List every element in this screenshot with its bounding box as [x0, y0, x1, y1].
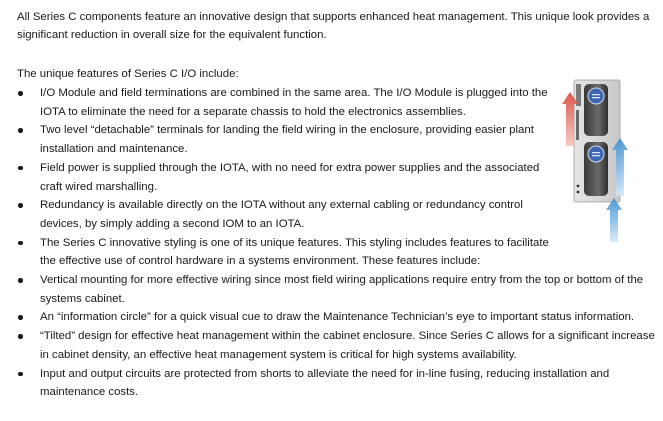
- list-item: An “information circle” for a quick visual cue to draw the Maintenance Technician’s eye to important status information.: [17, 308, 662, 327]
- bullet-icon: [18, 91, 23, 96]
- bullet-icon: [18, 166, 23, 171]
- bullet-icon: [18, 278, 23, 283]
- terminal-dot: [577, 191, 580, 194]
- list-item: Redundancy is available directly on the IOTA without any external cabling or redundancy control devices, by simply adding a second IOM to an IOTA.: [17, 196, 560, 233]
- bullet-icon: [18, 128, 23, 133]
- list-item: I/O Module and field terminations are combined in the same area. The I/O Module is plugged into the IOTA to eliminate the need for a separate chassis to hold the electronics assemblies.: [17, 84, 560, 121]
- list-item: The Series C innovative styling is one of its unique features. This styling includes features to facilitate the effective use of control hardware in a systems environment. These features include:: [17, 234, 560, 271]
- bullet-icon: [18, 203, 23, 208]
- list-item: Vertical mounting for more effective wiring since most field wiring applications require entry from the top or bottom of the systems cabinet.: [17, 271, 662, 308]
- cool-air-arrow-icon: [606, 198, 622, 242]
- list-item: Field power is supplied through the IOTA, with no need for extra power supplies and the associated craft wired marshalling.: [17, 159, 560, 196]
- bullet-icon: [18, 334, 23, 339]
- io-module-airflow-illustration: [560, 76, 632, 244]
- info-circle-icon: [588, 146, 604, 162]
- bullet-icon: [18, 372, 23, 377]
- list-item: Two level “detachable” terminals for landing the field wiring in the enclosure, providing easier plant installation and maintenance.: [17, 121, 560, 158]
- list-heading: The unique features of Series C I/O include:: [17, 68, 239, 80]
- terminal-strip: [576, 110, 579, 140]
- bullet-icon: [18, 315, 23, 320]
- terminal-dot: [577, 185, 580, 188]
- intro-paragraph: All Series C components feature an innovative design that supports enhanced heat management. This unique look provides a significant reduction in overall size for the equivalent function.: [17, 11, 650, 41]
- bullet-icon: [18, 241, 23, 246]
- info-circle-icon: [588, 88, 604, 104]
- list-item: “Tilted” design for effective heat management within the cabinet enclosure. Since Series C allows for a significant increase in cabinet density, an effective heat management system is critical for high systems availability.: [17, 327, 662, 364]
- list-item: Input and output circuits are protected from shorts to alleviate the need for in-line fusing, reducing installation and maintenance costs.: [17, 365, 662, 402]
